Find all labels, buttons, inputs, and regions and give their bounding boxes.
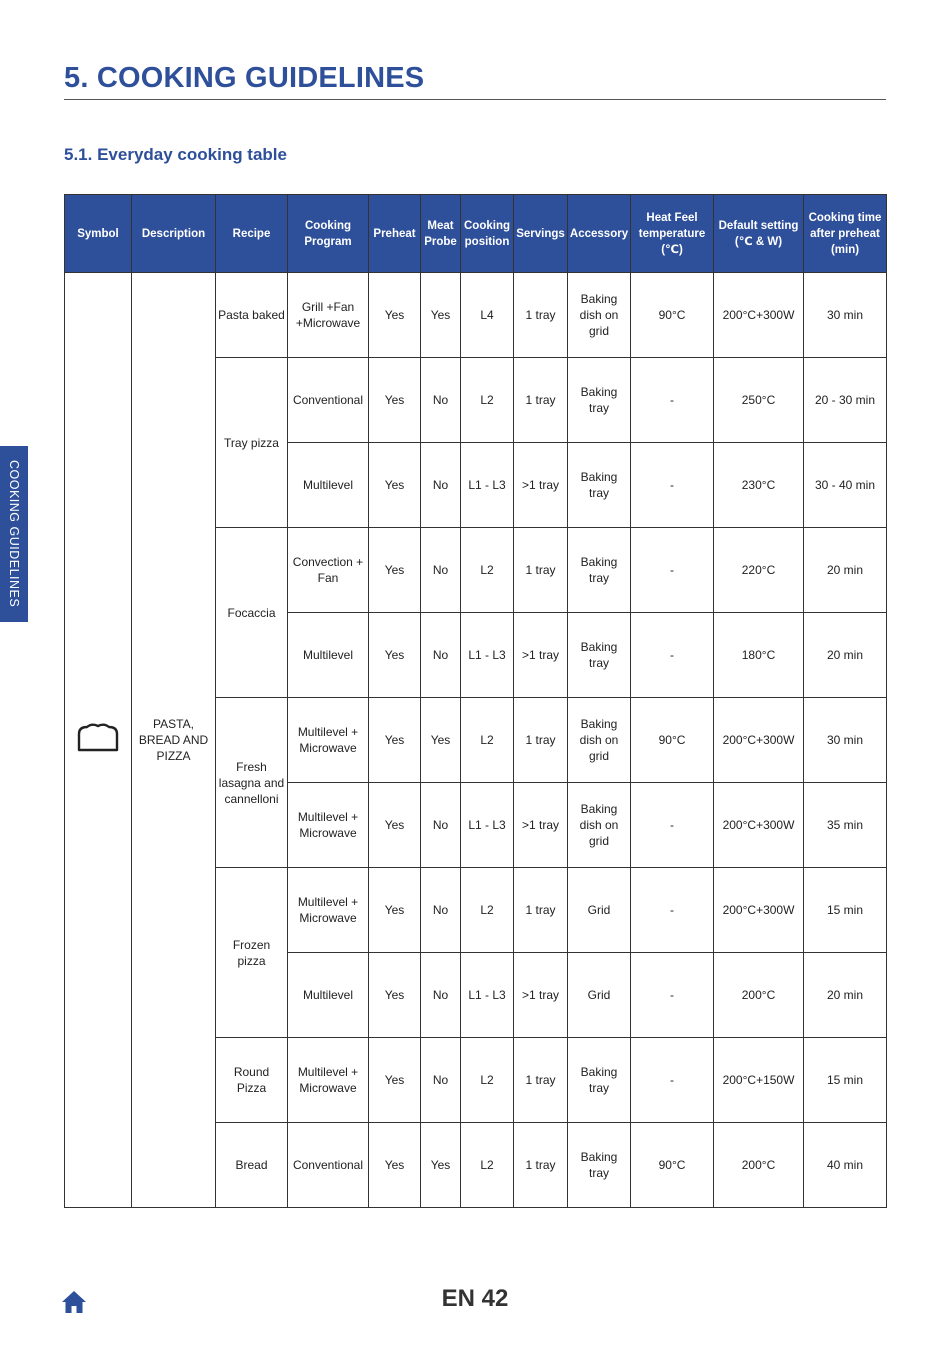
- accessory-cell: Baking tray: [568, 1038, 631, 1123]
- default-cell: 200°C+300W: [714, 783, 804, 868]
- program-cell: Multilevel + Microwave: [288, 868, 369, 953]
- description-cell: PASTA, BREAD AND PIZZA: [132, 273, 216, 1208]
- accessory-cell: Baking tray: [568, 613, 631, 698]
- heat-cell: -: [631, 443, 714, 528]
- servings-cell: >1 tray: [514, 783, 568, 868]
- position-cell: L2: [461, 868, 514, 953]
- servings-cell: >1 tray: [514, 443, 568, 528]
- servings-cell: >1 tray: [514, 613, 568, 698]
- default-cell: 220°C: [714, 528, 804, 613]
- preheat-cell: Yes: [369, 868, 421, 953]
- preheat-cell: Yes: [369, 953, 421, 1038]
- header-heat-feel: Heat Feel temperature (℃): [631, 195, 714, 273]
- time-cell: 30 min: [804, 273, 887, 358]
- header-probe: Meat Probe: [421, 195, 461, 273]
- preheat-cell: Yes: [369, 613, 421, 698]
- position-cell: L2: [461, 358, 514, 443]
- preheat-cell: Yes: [369, 528, 421, 613]
- header-symbol: Symbol: [65, 195, 132, 273]
- recipe-cell: Tray pizza: [216, 358, 288, 528]
- default-cell: 200°C+300W: [714, 868, 804, 953]
- servings-cell: 1 tray: [514, 868, 568, 953]
- title-divider: [64, 99, 886, 100]
- heat-cell: -: [631, 953, 714, 1038]
- accessory-cell: Baking dish on grid: [568, 783, 631, 868]
- probe-cell: No: [421, 783, 461, 868]
- position-cell: L1 - L3: [461, 783, 514, 868]
- preheat-cell: Yes: [369, 443, 421, 528]
- table-header-row: [65, 195, 887, 273]
- recipe-cell: Fresh lasagna and cannelloni: [216, 698, 288, 868]
- heat-cell: -: [631, 528, 714, 613]
- probe-cell: Yes: [421, 273, 461, 358]
- accessory-cell: Baking tray: [568, 1123, 631, 1208]
- time-cell: 20 min: [804, 953, 887, 1038]
- preheat-cell: Yes: [369, 698, 421, 783]
- recipe-cell: Round Pizza: [216, 1038, 288, 1123]
- servings-cell: 1 tray: [514, 358, 568, 443]
- accessory-cell: Baking tray: [568, 443, 631, 528]
- time-cell: 15 min: [804, 868, 887, 953]
- position-cell: L4: [461, 273, 514, 358]
- recipe-cell: Frozen pizza: [216, 868, 288, 1038]
- heat-cell: -: [631, 1038, 714, 1123]
- default-cell: 200°C+300W: [714, 698, 804, 783]
- default-cell: 200°C+300W: [714, 273, 804, 358]
- position-cell: L1 - L3: [461, 953, 514, 1038]
- probe-cell: No: [421, 953, 461, 1038]
- header-recipe: Recipe: [216, 195, 288, 273]
- header-servings: Servings: [514, 195, 568, 273]
- section-subtitle: 5.1. Everyday cooking table: [64, 145, 287, 164]
- header-description: Description: [132, 195, 216, 273]
- time-cell: 30 min: [804, 698, 887, 783]
- time-cell: 40 min: [804, 1123, 887, 1208]
- program-cell: Multilevel + Microwave: [288, 783, 369, 868]
- time-cell: 20 min: [804, 528, 887, 613]
- program-cell: Conventional: [288, 1123, 369, 1208]
- header-program: Cooking Program: [288, 195, 369, 273]
- preheat-cell: Yes: [369, 273, 421, 358]
- position-cell: L1 - L3: [461, 613, 514, 698]
- servings-cell: 1 tray: [514, 528, 568, 613]
- preheat-cell: Yes: [369, 1038, 421, 1123]
- bread-icon: [73, 722, 123, 754]
- time-cell: 20 - 30 min: [804, 358, 887, 443]
- heat-cell: -: [631, 613, 714, 698]
- cooking-table: [64, 194, 887, 1208]
- probe-cell: Yes: [421, 1123, 461, 1208]
- symbol-cell: [65, 273, 132, 1208]
- accessory-cell: Baking tray: [568, 528, 631, 613]
- heat-cell: 90°C: [631, 698, 714, 783]
- time-cell: 35 min: [804, 783, 887, 868]
- recipe-cell: Bread: [216, 1123, 288, 1208]
- default-cell: 230°C: [714, 443, 804, 528]
- servings-cell: 1 tray: [514, 698, 568, 783]
- page-title: 5. COOKING GUIDELINES: [64, 62, 425, 94]
- servings-cell: 1 tray: [514, 1123, 568, 1208]
- program-cell: Multilevel: [288, 613, 369, 698]
- accessory-cell: Baking dish on grid: [568, 273, 631, 358]
- heat-cell: -: [631, 868, 714, 953]
- position-cell: L2: [461, 1038, 514, 1123]
- time-cell: 30 - 40 min: [804, 443, 887, 528]
- preheat-cell: Yes: [369, 783, 421, 868]
- preheat-cell: Yes: [369, 1123, 421, 1208]
- probe-cell: No: [421, 613, 461, 698]
- default-cell: 180°C: [714, 613, 804, 698]
- header-default: Default setting (℃ & W): [714, 195, 804, 273]
- probe-cell: No: [421, 868, 461, 953]
- program-cell: Multilevel: [288, 443, 369, 528]
- position-cell: L2: [461, 698, 514, 783]
- accessory-cell: Grid: [568, 953, 631, 1038]
- servings-cell: 1 tray: [514, 1038, 568, 1123]
- position-cell: L1 - L3: [461, 443, 514, 528]
- probe-cell: Yes: [421, 698, 461, 783]
- probe-cell: No: [421, 528, 461, 613]
- side-tab-cooking-guidelines[interactable]: COOKING GUIDELINES: [0, 446, 28, 622]
- program-cell: Multilevel + Microwave: [288, 698, 369, 783]
- recipe-cell: Focaccia: [216, 528, 288, 698]
- default-cell: 250°C: [714, 358, 804, 443]
- accessory-cell: Baking dish on grid: [568, 698, 631, 783]
- heat-cell: -: [631, 358, 714, 443]
- header-position: Cooking position: [461, 195, 514, 273]
- header-preheat: Preheat: [369, 195, 421, 273]
- probe-cell: No: [421, 358, 461, 443]
- default-cell: 200°C: [714, 1123, 804, 1208]
- preheat-cell: Yes: [369, 358, 421, 443]
- page-number: EN 42: [441, 1285, 509, 1312]
- program-cell: Convection + Fan: [288, 528, 369, 613]
- servings-cell: 1 tray: [514, 273, 568, 358]
- table-row: [65, 273, 887, 358]
- default-cell: 200°C+150W: [714, 1038, 804, 1123]
- program-cell: Multilevel + Microwave: [288, 1038, 369, 1123]
- heat-cell: 90°C: [631, 1123, 714, 1208]
- program-cell: Conventional: [288, 358, 369, 443]
- program-cell: Grill +Fan +Microwave: [288, 273, 369, 358]
- recipe-cell: Pasta baked: [216, 273, 288, 358]
- time-cell: 15 min: [804, 1038, 887, 1123]
- accessory-cell: Baking tray: [568, 358, 631, 443]
- servings-cell: >1 tray: [514, 953, 568, 1038]
- header-accessory: Accessory: [568, 195, 631, 273]
- position-cell: L2: [461, 1123, 514, 1208]
- default-cell: 200°C: [714, 953, 804, 1038]
- position-cell: L2: [461, 528, 514, 613]
- probe-cell: No: [421, 443, 461, 528]
- program-cell: Multilevel: [288, 953, 369, 1038]
- time-cell: 20 min: [804, 613, 887, 698]
- accessory-cell: Grid: [568, 868, 631, 953]
- heat-cell: -: [631, 783, 714, 868]
- header-time: Cooking time after preheat (min): [804, 195, 887, 273]
- probe-cell: No: [421, 1038, 461, 1123]
- heat-cell: 90°C: [631, 273, 714, 358]
